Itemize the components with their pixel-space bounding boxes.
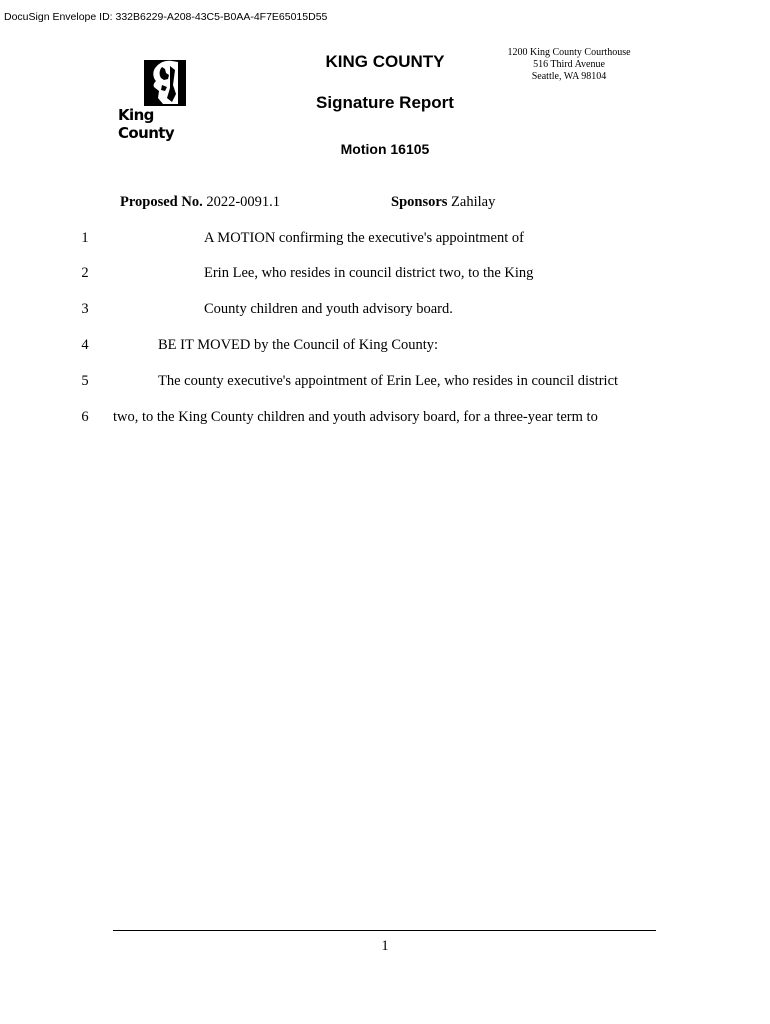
line-text: County children and youth advisory board. xyxy=(204,301,453,317)
line-number: 2 xyxy=(81,265,89,281)
address-line: 1200 King County Courthouse xyxy=(507,47,631,58)
line-number: 4 xyxy=(81,337,89,353)
line-text: two, to the King County children and youth advisory board, for a three-year term to xyxy=(113,409,598,425)
sponsors-label: Sponsors xyxy=(391,194,448,210)
line-text: Erin Lee, who resides in council district two, to the King xyxy=(204,265,534,281)
line-text: BE IT MOVED by the Council of King County: xyxy=(158,337,439,353)
line-number: 6 xyxy=(81,409,89,425)
line-number: 5 xyxy=(81,373,89,389)
docusign-envelope-id: DocuSign Envelope ID: 332B6229-A208-43C5-B0AA-4F7E65015D55 xyxy=(4,11,328,23)
sponsors xyxy=(391,194,495,211)
address-line: 516 Third Avenue xyxy=(533,59,605,70)
line-number: 3 xyxy=(81,301,89,317)
king-county-logo xyxy=(118,58,214,142)
sponsors-value: Zahilay xyxy=(451,194,496,210)
motion-title: Motion 16105 xyxy=(340,141,430,157)
king-county-logo-icon xyxy=(118,58,214,106)
footer-divider xyxy=(113,930,656,931)
logo-text: King County xyxy=(118,106,175,142)
report-title: Signature Report xyxy=(316,93,454,112)
address-block xyxy=(504,47,634,83)
proposed-value: 2022-0091.1 xyxy=(206,194,281,210)
address-line: Seattle, WA 98104 xyxy=(531,71,607,82)
proposed-label: Proposed No. xyxy=(120,194,203,210)
page-number: 1 xyxy=(381,938,389,954)
line-number: 1 xyxy=(81,230,89,246)
line-text: The county executive's appointment of Erin Lee, who resides in council district xyxy=(158,373,619,389)
proposed-number xyxy=(120,194,280,211)
county-title: KING COUNTY xyxy=(325,52,445,71)
line-text: A MOTION confirming the executive's appointment of xyxy=(204,230,524,246)
